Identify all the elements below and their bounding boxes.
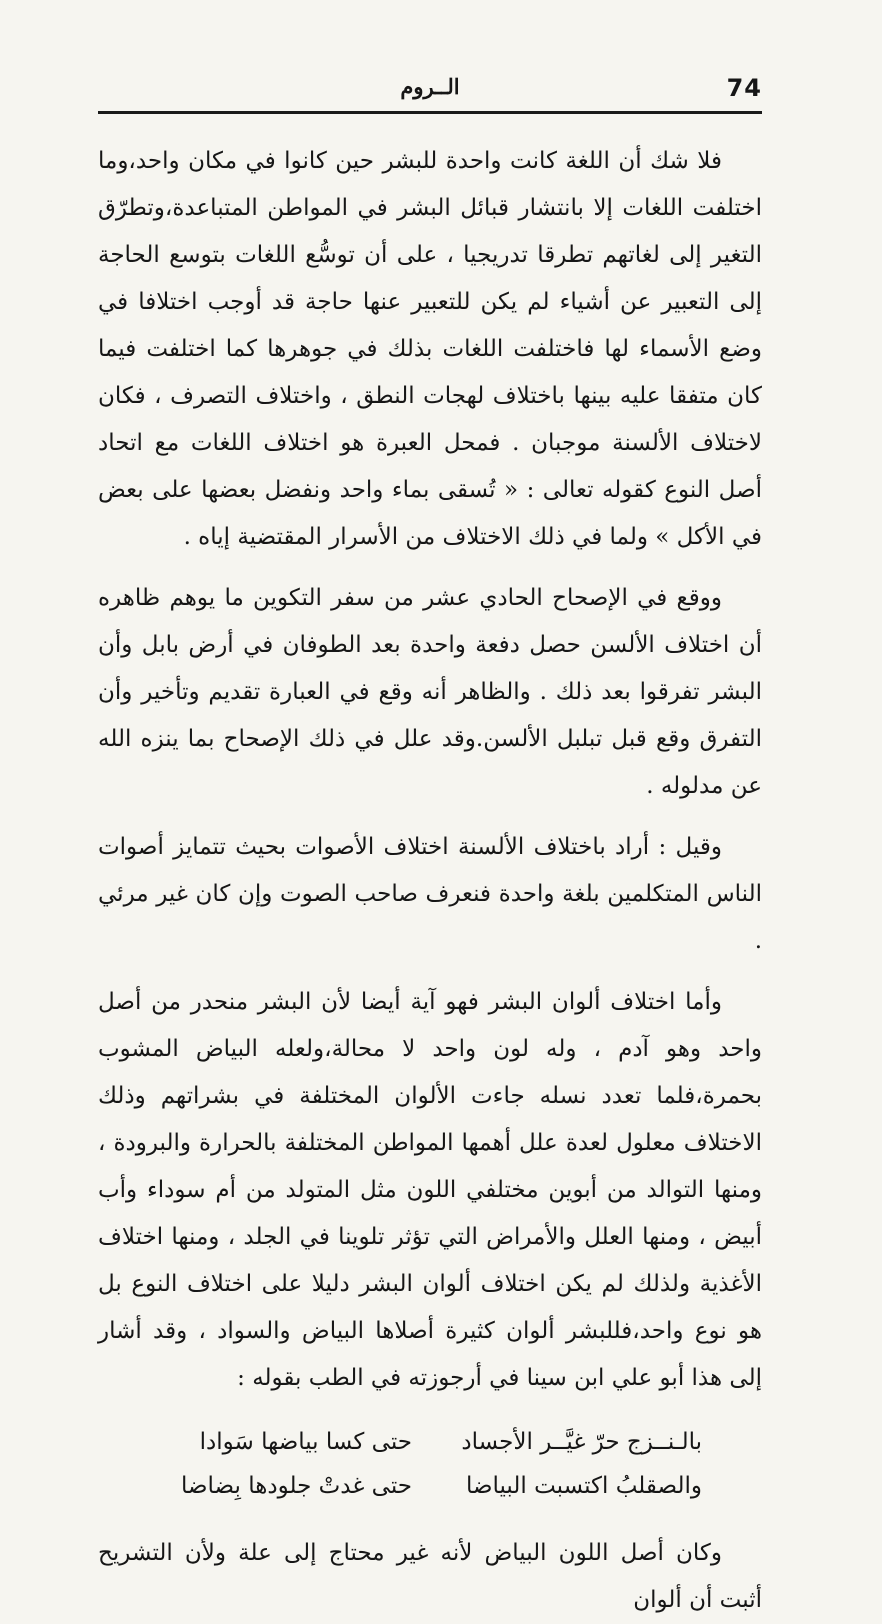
- header-rule: [98, 111, 762, 114]
- verse-first-hemistich: والصقلبُ اكتسبت البياضا: [465, 1473, 702, 1499]
- page-number: 74: [726, 74, 762, 102]
- verse-first-hemistich: بالـنــزج حرّ غيَّــر الأجساد: [461, 1429, 702, 1455]
- paragraph-continued: وكان أصل اللون البياض لأنه غير محتاج إلى علة ولأن التشريح أثبت أن ألوان: [98, 1540, 762, 1613]
- verse-second-hemistich: حتى كسا بياضها سَوادا: [199, 1429, 412, 1455]
- poem-verses: [98, 1420, 762, 1508]
- paragraph: ووقع في الإصحاح الحادي عشر من سفر التكوين ما يوهم ظاهره أن اختلاف الألسن حصل دفعة واحدة بعد الطوفان في أرض بابل وأن البشر تفرقوا بعد ذلك . والظاهر أنه وقع في العبارة تقديم وتأخير وأن التفرق وقع قبل تبلبل الألسن.وقد علل في ذلك الإصحاح بما ينزه الله عن مدلوله .: [98, 585, 762, 799]
- page-header: [98, 72, 762, 108]
- paragraph: وقيل : أراد باختلاف الألسنة اختلاف الأصوات بحيث تتمايز أصوات الناس المتكلمين بلغة واحدة فنعرف صاحب الصوت وإن كان غير مرئي .: [98, 834, 762, 954]
- paragraph: فلا شك أن اللغة كانت واحدة للبشر حين كانوا في مكان واحد،وما اختلفت اللغات إلا بانتشار قبائل البشر في المواطن المتباعدة،وتطرّق التغير إلى لغاتهم تطرقا تدريجيا ، على أن توسُّع اللغات بتوسع الحاجة إلى التعبير عن أشياء لم يكن للتعبير عنها حاجة قد أوجب اختلافا في وضع الأسماء لها فاختلفت اللغات بذلك في جوهرها كما اختلفت فيما كان متفقا عليه بينها باختلاف لهجات النطق ، واختلاف التصرف ، فكان لاختلاف الألسنة موجبان . فمحل العبرة هو اختلاف اللغات مع اتحاد أصل النوع كقوله تعالى : « تُسقى بماء واحد ونفضل بعضها على بعض في الأكل » ولما في ذلك الاختلاف من الأسرار المقتضية إياه .: [98, 148, 762, 550]
- running-title: الــروم: [400, 74, 460, 99]
- page-body: [98, 138, 762, 1624]
- poem-verse: [98, 1464, 702, 1508]
- verse-second-hemistich: حتى غدتْ جلودها بِضاضا: [181, 1473, 412, 1499]
- poem-verse: [98, 1420, 702, 1464]
- paragraph: وأما اختلاف ألوان البشر فهو آية أيضا لأن البشر منحدر من أصل واحد وهو آدم ، وله لون واحد لا محالة،ولعله البياض المشوب بحمرة،فلما تعدد نسله جاءت الألوان المختلفة في بشراتهم وذلك الاختلاف معلول لعدة علل أهمها المواطن المختلفة بالحرارة والبرودة ، ومنها التوالد من أبوين مختلفي اللون مثل المتولد من أم سوداء وأب أبيض ، ومنها العلل والأمراض التي تؤثر تلوينا في الجلد ، ومنها اختلاف الأغذية ولذلك لم يكن اختلاف ألوان البشر دليلا على اختلاف النوع بل هو نوع واحد،فللبشر ألوان كثيرة أصلاها البياض والسواد ، وقد أشار إلى هذا أبو علي ابن سينا في أرجوزته في الطب بقوله :: [98, 989, 763, 1391]
